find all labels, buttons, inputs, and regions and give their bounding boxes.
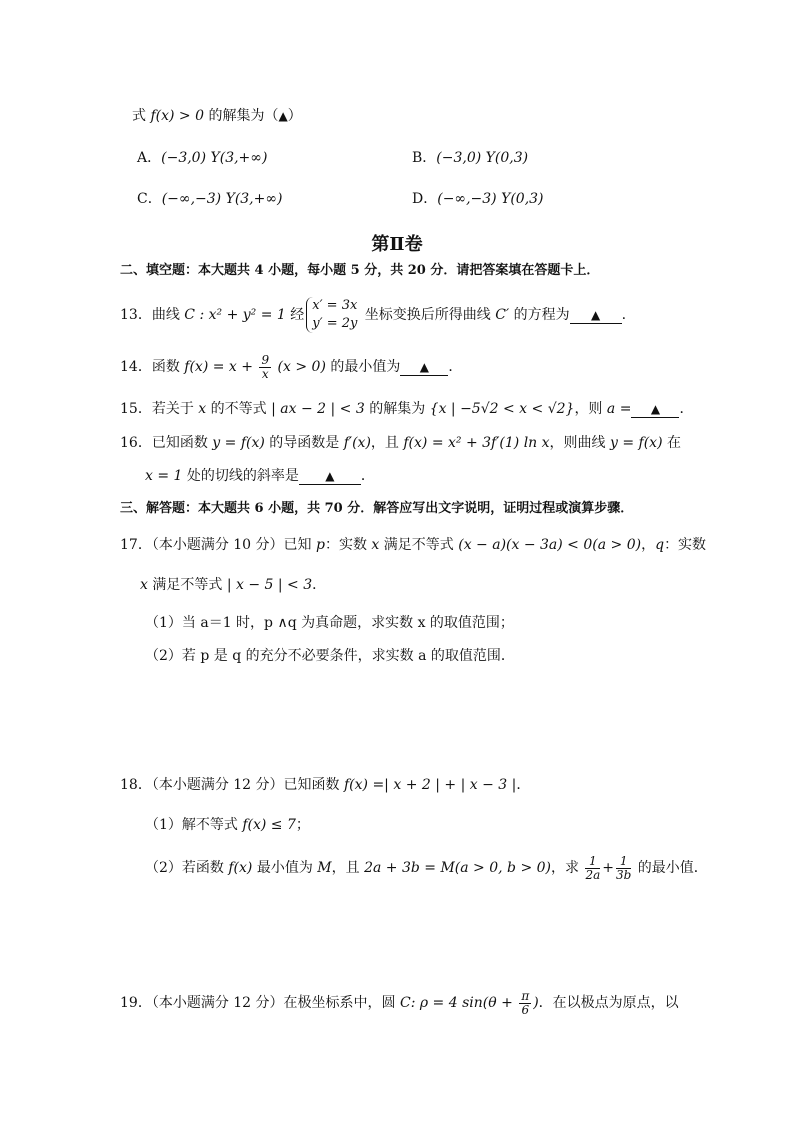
q17-inequality: (x − a)(x − 3a) < 0(a > 0) [458,537,642,553]
q14-num: 14． [120,359,152,375]
q15-solution-set: {x | −5√2 < x < √2} [429,401,575,417]
q17-text-e: ：实数 [664,537,707,553]
q19-num: 19． [120,995,152,1011]
q19-fraction [519,990,531,1017]
q15-text-e: = [615,401,632,417]
q17-inequality2: | x − 5 | < 3 [226,577,313,593]
option-label: A． [137,150,162,166]
q17-x: x [371,537,380,553]
q19-text-a: 在极坐标系中，圆 [283,995,400,1011]
q17-score: （本小题满分 10 分） [151,537,284,553]
q16-f1: y = f(x) [212,435,265,451]
q12-text-a: 式 [132,108,151,124]
part2-header: 二、填空题：本大题共 4 小题，每小题 5 分，共 20 分．请把答案填在答题卡上． [120,263,600,278]
q17-text-c: 满足不等式 [379,537,459,553]
q18-sub2-e: 的最小值． [633,860,708,876]
q18-line1 [120,775,530,795]
q13-num: 13． [120,307,152,323]
q15-a-var: a [606,401,616,417]
q18-sub2-b: 最小值为 [252,860,318,876]
q18-sub1-end: ； [295,817,310,833]
q13-sys-line1: x′ = 3x [312,298,358,313]
q12-option-b [412,148,528,168]
q13-text-b: 经 [285,307,305,323]
q12-option-c [137,189,283,209]
q18-fraction2 [616,855,631,882]
q14 [120,350,462,384]
answer-mark: ▲ [419,360,429,374]
q17-text-b: ：实数 [324,537,372,553]
q17-sub1: （1）当 a＝1 时，p ∧q 为真命题，求实数 x 的取值范围； [145,615,514,631]
q18-sub2-d: ，求 [551,860,584,876]
q14-fraction [259,354,271,381]
q13-sys-line2: y′ = 2y [312,316,358,331]
q18-end: ． [516,777,531,793]
q16-f2: f′(x) [343,435,371,451]
q17-line1 [120,535,706,555]
option-label: D． [412,191,438,207]
q16-end: ． [360,468,375,484]
fraction-numerator: 9 [261,352,270,367]
q15-num: 15． [120,401,152,417]
q12-text-c: ） [287,108,302,124]
q13-transform-system [306,297,357,333]
answer-blank [299,468,361,485]
q17-end: ． [312,577,327,593]
part3-header: 三、解答题：本大题共 6 小题，共 70 分．解答应写出文字说明，证明过程或演算步骤． [120,501,634,516]
q18-sub2 [145,850,708,886]
q16-text-a: 已知函数 [151,435,213,451]
q19-line1 [120,985,679,1021]
fraction-numerator: π [521,988,530,1003]
fraction-denominator: x [261,366,269,381]
q12-text-b: 的解集为（ [204,108,279,124]
q19-close: ) [533,995,539,1011]
q15-end: ． [679,401,694,417]
q13 [120,293,626,337]
fraction-denominator: 6 [521,1002,530,1017]
q18-sub2-f: f(x) [228,860,253,876]
q16-text-f: 处的切线的斜率是 [182,468,299,484]
q16-text-b: 的导函数是 [264,435,344,451]
q12-stem [132,106,302,126]
answer-blank [570,307,622,324]
q18-function: f(x) =| x + 2 | + | x − 3 | [344,777,517,793]
answer-mark: ▲ [325,469,335,483]
q15-text-c: 的解集为 [364,401,430,417]
q19-text-b: ．在以极点为原点，以 [538,995,679,1011]
q15-text-d: ，则 [574,401,607,417]
q13-text-d: 的方程为 [509,307,570,323]
q15 [120,399,693,419]
answer-mark: ▲ [650,402,661,416]
q13-curve2: C′ [495,307,510,323]
q16-f4: y = f(x) [610,435,663,451]
q15-text-a: 若关于 [151,401,199,417]
option-label: B． [412,150,437,166]
q17-num: 17． [120,537,152,553]
q16-line2 [145,466,375,486]
q12-option-a [137,148,267,168]
q14-end: ． [448,359,463,375]
fraction-numerator: 1 [585,855,600,869]
option-value: (−∞,−3) Y(3,+∞) [161,191,283,207]
fraction-denominator: 2a [585,867,601,882]
answer-blank [631,401,679,418]
q18-sub2-a: （2）若函数 [145,860,229,876]
q17-sub2: （2）若 p 是 q 的充分不必要条件，求实数 a 的取值范围． [145,648,515,664]
fraction-denominator: 3b [616,867,632,882]
q18-sub1-a: （1）解不等式 [145,817,243,833]
q19-circle: C: ρ = 4 sin(θ + [400,995,518,1011]
q18-sub2-eq: 2a + 3b = M(a > 0, b > 0) [364,860,552,876]
q18-score: （本小题满分 12 分） [151,777,284,793]
q13-text-a: 曲线 [151,307,185,323]
q15-var: x [198,401,207,417]
q17-x2: x [140,577,148,593]
q17-q: q [655,537,665,553]
q18-sub1 [145,815,310,835]
q18-sub1-expr: f(x) ≤ 7 [242,817,296,833]
q18-num: 18． [120,777,152,793]
q16-x-value: x = 1 [145,468,183,484]
q15-inequality: | ax − 2 | < 3 [271,401,365,417]
q18-sub2-c: ，且 [331,860,365,876]
q13-end: . [621,307,627,323]
q14-expr1: f(x) = x + [184,359,258,375]
q13-curve: C : x² + y² = 1 [184,307,286,323]
q14-text-b: 的最小值为 [325,359,401,375]
q16-line1 [120,433,681,453]
q19-score: （本小题满分 12 分） [151,995,284,1011]
q18-sub2-m: M [317,860,332,876]
q13-text-c: 坐标变换后所得曲线 [360,307,496,323]
fraction-numerator: 1 [616,855,631,869]
option-label: C． [137,191,162,207]
q16-f3: f(x) = x² + 3f′(1) ln x [403,435,550,451]
q17-line2 [140,575,326,595]
q15-text-b: 的不等式 [206,401,272,417]
q12-expr: f(x) > 0 [150,108,204,124]
q18-fraction1 [585,855,600,882]
q14-expr2: (x > 0) [273,359,326,375]
q17-p: p [316,537,325,553]
q17-text-a: 已知 [283,537,316,553]
answer-mark: ▲ [590,308,601,322]
q12-option-d [412,189,544,209]
option-value: (−3,0) Y(0,3) [436,150,529,166]
option-value: (−3,0) Y(3,+∞) [161,150,268,166]
answer-blank [400,359,448,376]
q16-text-c: ，且 [370,435,404,451]
answer-mark: ▲ [278,109,288,123]
q18-text-a: 已知函数 [283,777,344,793]
q17-text-f: 满足不等式 [147,577,227,593]
q16-text-d: ，则曲线 [549,435,610,451]
section-title: 第Ⅱ卷 [371,234,423,255]
q16-num: 16． [120,435,152,451]
q17-text-d: ， [641,537,656,553]
q16-text-e: 在 [662,435,681,451]
q14-text-a: 函数 [151,359,185,375]
option-value: (−∞,−3) Y(0,3) [437,191,544,207]
q18-plus: + [602,860,614,876]
